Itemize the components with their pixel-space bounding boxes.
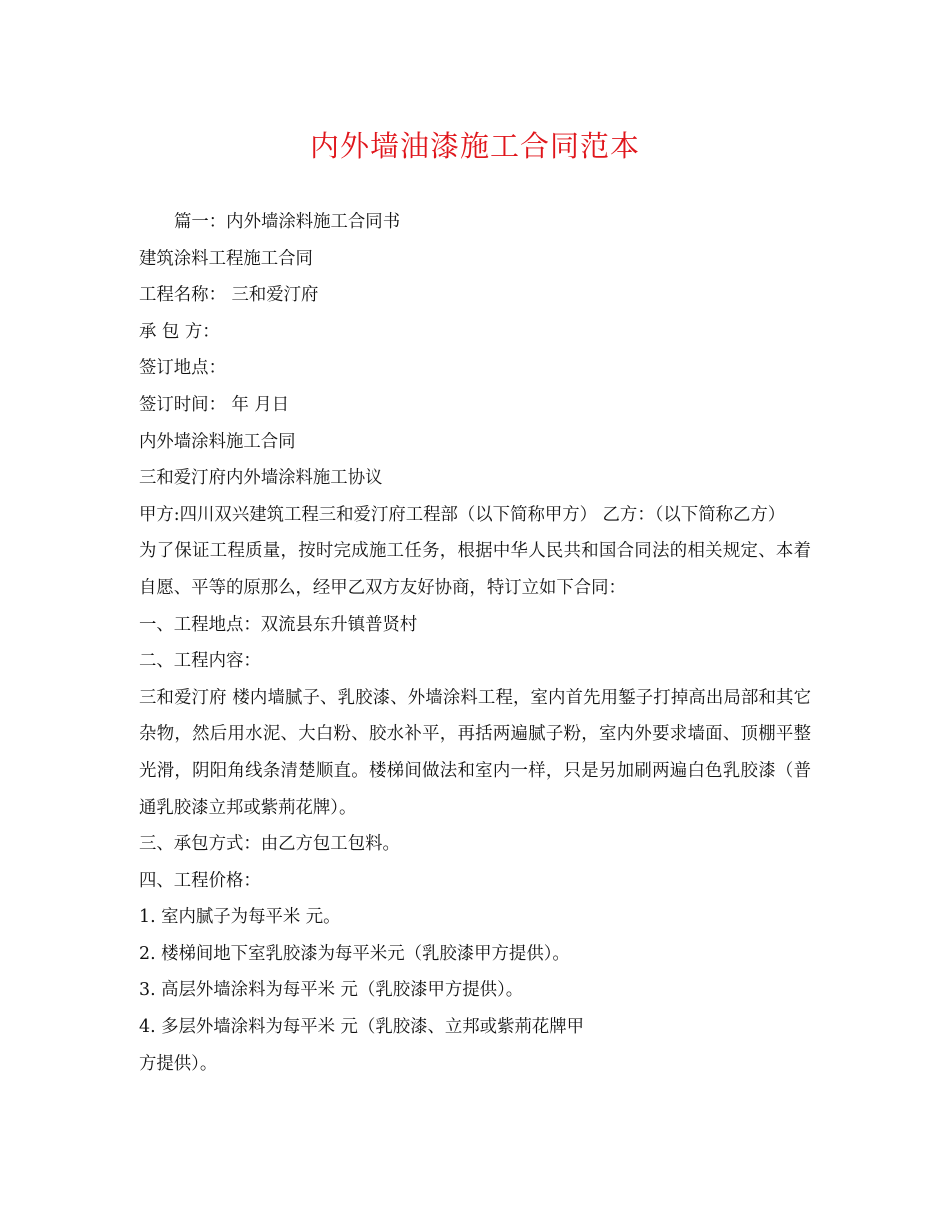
signing-location-field: 签订地点： xyxy=(139,358,226,379)
price-item-4-continued: 方提供）。 xyxy=(139,1053,218,1074)
clause-4-heading: 四、工程价格： xyxy=(139,870,261,891)
contract-type: 建筑涂料工程施工合同 xyxy=(139,248,313,269)
clause-3-method: 三、承包方式：由乙方包工包料。 xyxy=(139,834,400,855)
signing-date-field: 签订时间： 年 月日 xyxy=(139,394,290,415)
document-title: 内外墙油漆施工合同范本 xyxy=(309,129,640,163)
clause-1-location: 一、工程地点：双流县东升镇普贤村 xyxy=(139,614,418,635)
parties-paragraph: 甲方:四川双兴建筑工程三和爱汀府工程部（以下简称甲方） 乙方：（以下简称乙方） xyxy=(139,504,786,525)
clause-2-content: 三和爱汀府 楼内墙腻子、乳胶漆、外墙涂料工程，室内首先用錾子打掉高出局部和其它杂物，然后用水泥、大白粉、胶水补平，再括两遍腻子粉，室内外要求墙面、顶棚平整光滑，阴阳角线条清楚顺直。楼梯间做法和室内一样，只是另加刷两遍白色乳胶漆（普通乳胶漆立邦或紫荊花牌）。 xyxy=(139,687,811,818)
document-body xyxy=(139,204,811,1082)
agreement-title: 三和爱汀府内外墙涂料施工协议 xyxy=(139,468,383,489)
price-item-3: 3. 高层外墙涂料为每平米 元（乳胶漆甲方提供）。 xyxy=(139,980,524,1001)
price-item-4: 4. 多层外墙涂料为每平米 元（乳胶漆、立邦或紫荊花牌甲 xyxy=(139,1017,585,1038)
price-item-2: 2. 楼梯间地下室乳胶漆为每平米元（乳胶漆甲方提供）。 xyxy=(139,943,570,964)
preamble-paragraph: 为了保证工程质量，按时完成施工任务，根据中华人民共和国合同法的相关规定、本着自愿、平等的原那么，经甲乙双方友好协商，特订立如下合同： xyxy=(139,541,811,598)
section-heading: 篇一：内外墙涂料施工合同书 xyxy=(174,212,401,232)
clause-2-heading: 二、工程内容： xyxy=(139,651,261,672)
project-name: 工程名称： 三和爱汀府 xyxy=(139,285,319,306)
contractor-field: 承 包 方： xyxy=(139,321,220,342)
contract-subtitle: 内外墙涂料施工合同 xyxy=(139,431,296,452)
price-item-1: 1. 室内腻子为每平米 元。 xyxy=(139,907,341,928)
